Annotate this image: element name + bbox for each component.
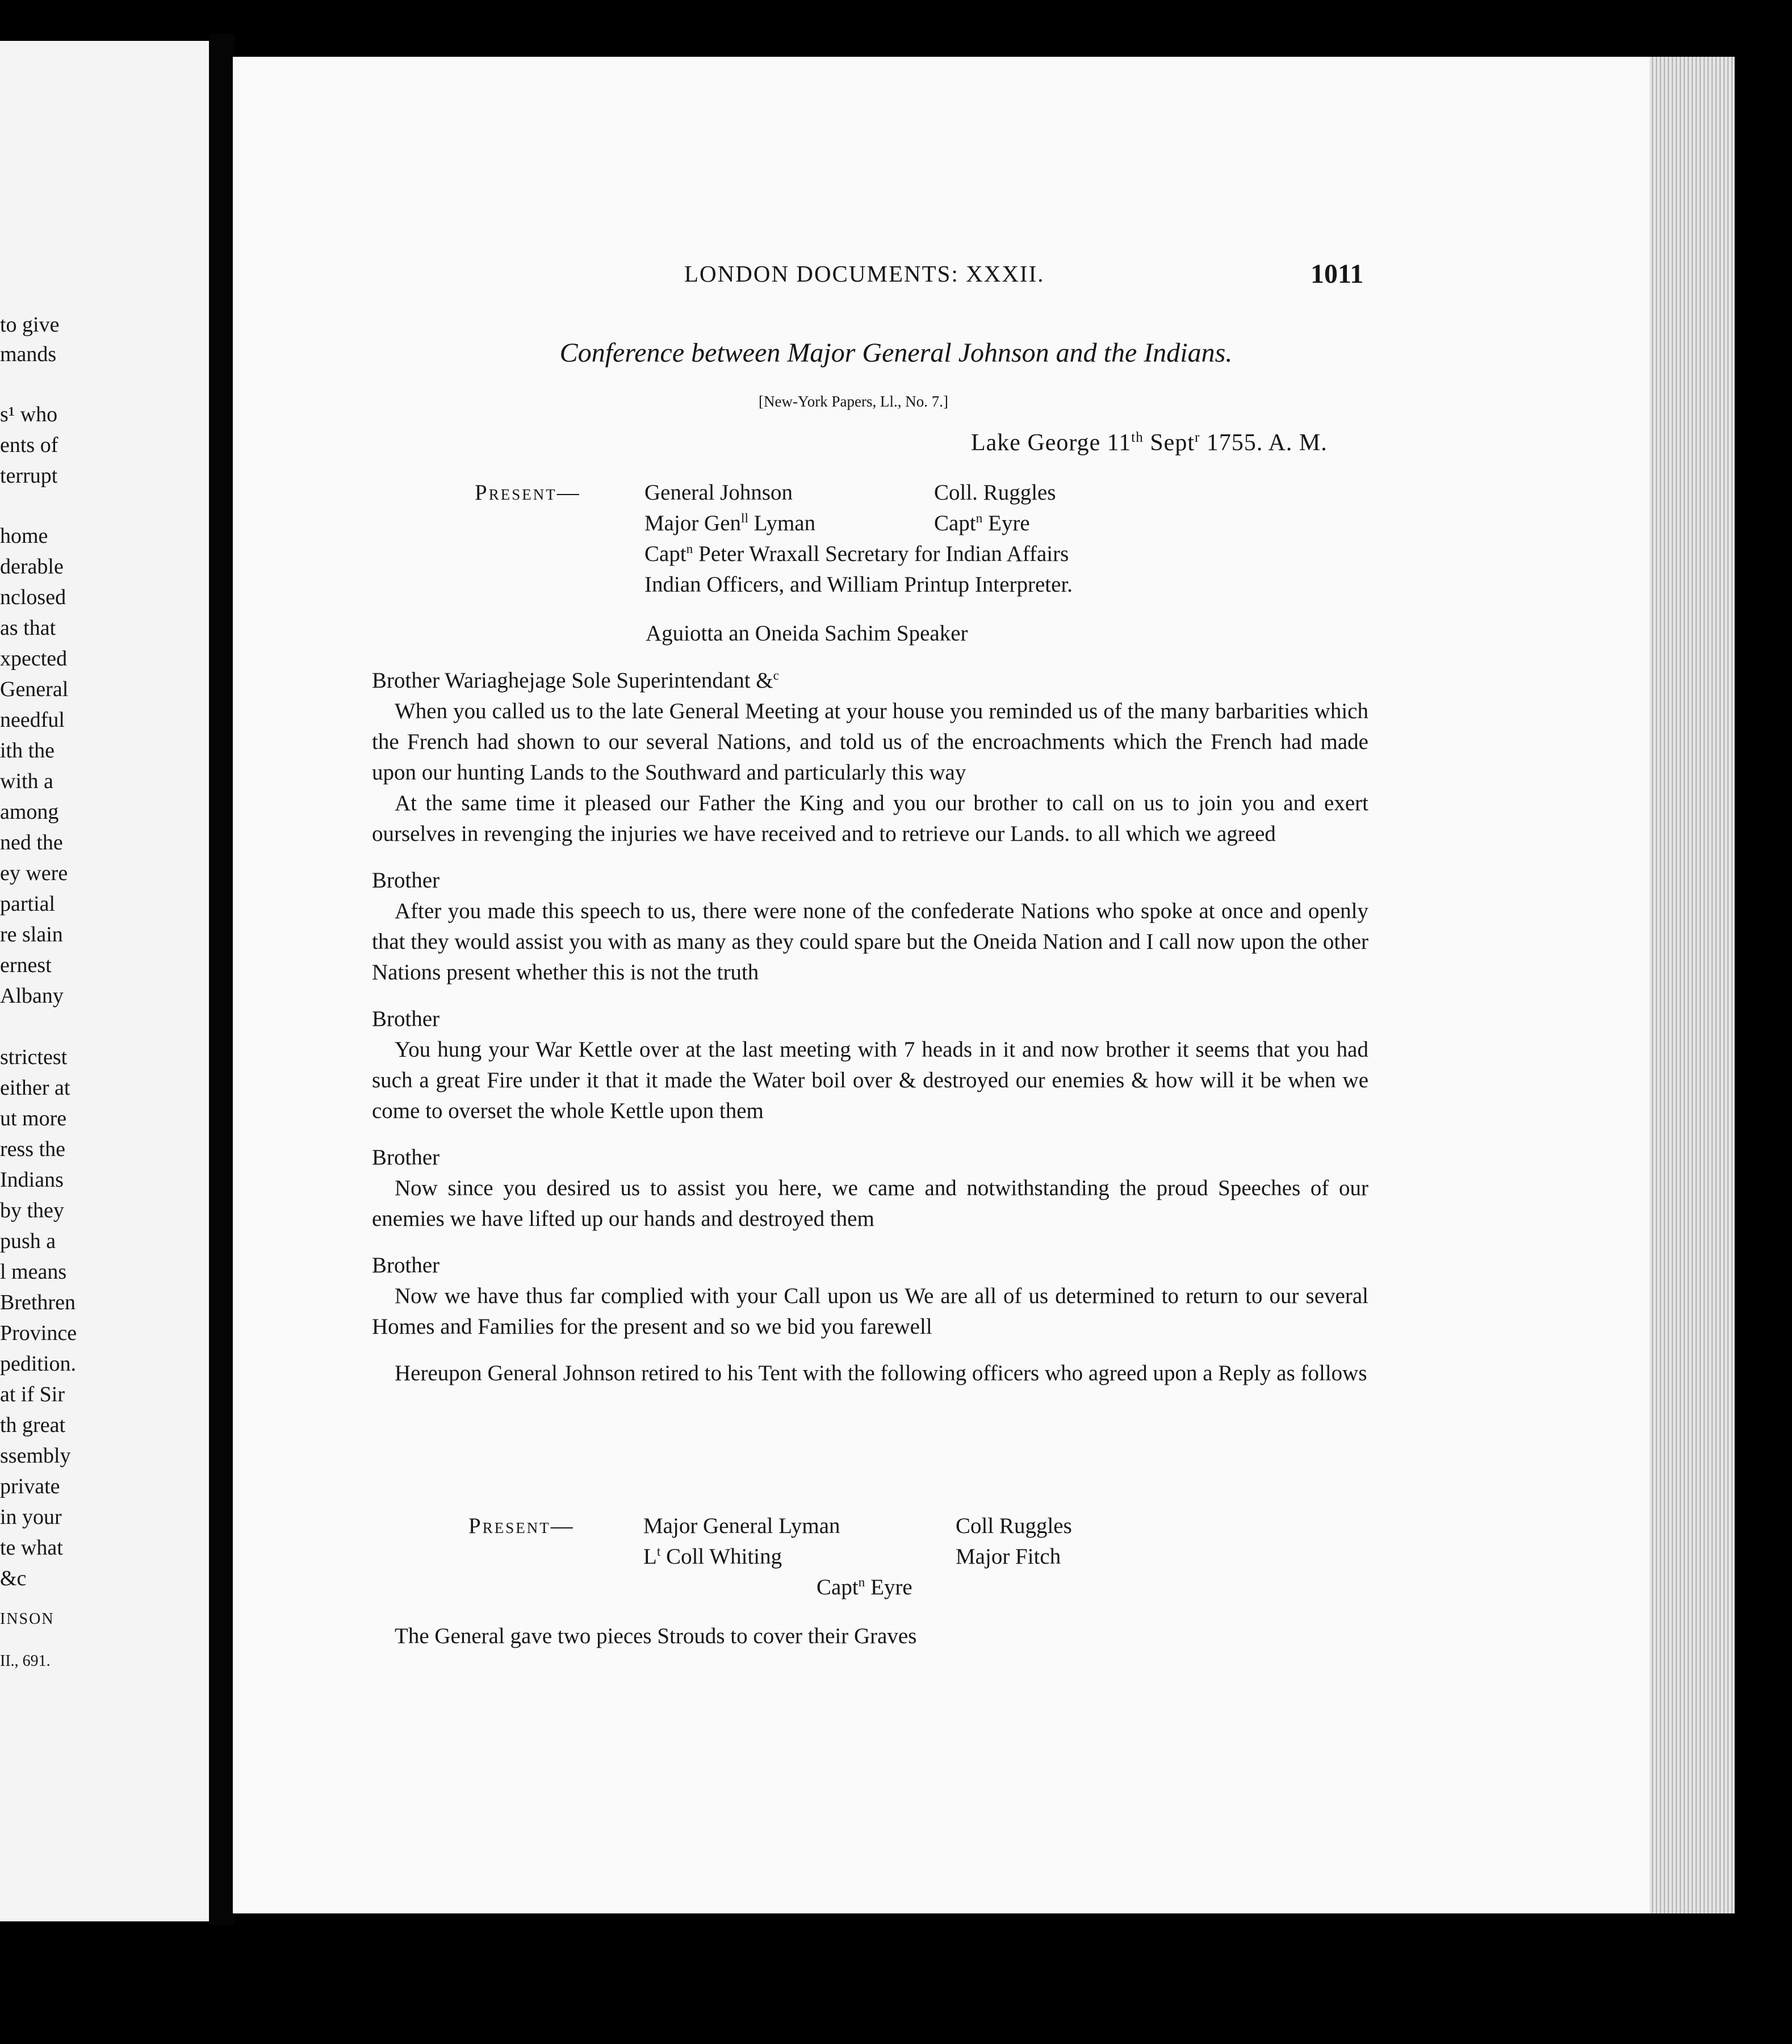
present-label: Present— bbox=[468, 1514, 575, 1538]
present-label: Present— bbox=[475, 480, 581, 505]
left-line: te what bbox=[0, 1536, 63, 1560]
left-line: derable bbox=[0, 555, 64, 579]
attendee: Coll. Ruggles bbox=[934, 480, 1056, 505]
attendee: Major General Lyman bbox=[643, 1514, 840, 1538]
page-number: 1011 bbox=[1310, 259, 1364, 289]
left-line: pedition. bbox=[0, 1352, 77, 1376]
attendee: Major Fitch bbox=[956, 1544, 1061, 1569]
left-line: ut more bbox=[0, 1107, 67, 1130]
paragraph: Now since you desired us to assist you here, we came and notwithstanding the proud Speeches of our enemies we have lifted up our hands and destroyed them bbox=[372, 1176, 1368, 1231]
left-line: among bbox=[0, 800, 59, 824]
left-line: General bbox=[0, 677, 69, 701]
left-line: th great bbox=[0, 1413, 66, 1437]
left-line: partial bbox=[0, 892, 56, 916]
left-line: ents of bbox=[0, 433, 58, 457]
left-line: Province bbox=[0, 1321, 77, 1345]
attendee: $L^t$ Coll Whiting bbox=[643, 1544, 782, 1569]
paragraph: You hung your War Kettle over at the last meeting with 7 heads in it and now brother it seems that you had such a great Fire under it that it made the Water boil over & destroyed our enemies & how will it be when we come to overset the whole Kettle upon them bbox=[372, 1037, 1368, 1123]
left-line: &c bbox=[0, 1566, 27, 1590]
left-line: private bbox=[0, 1475, 60, 1498]
paragraph: When you called us to the late General Meeting at your house you reminded us of the many barbarities which the French had shown to our several Nations, and told us of the encroachments which the French had made upon our hunting Lands to the Southward and particularly this way bbox=[372, 699, 1368, 785]
left-line: ssembly bbox=[0, 1444, 71, 1468]
attendee: Capt$^n$ Eyre bbox=[817, 1575, 912, 1599]
brother-heading: Brother bbox=[372, 1007, 440, 1031]
attendee: General Johnson bbox=[644, 480, 793, 505]
left-line: Indians bbox=[0, 1168, 64, 1192]
book-gutter bbox=[209, 34, 235, 1925]
brother-heading: Brother bbox=[372, 1253, 440, 1278]
document-title: Conference between Major General Johnson and the Indians. bbox=[559, 338, 1233, 368]
closing-line: The General gave two pieces Strouds to cover their Graves bbox=[395, 1624, 917, 1648]
left-line: ith the bbox=[0, 739, 55, 763]
speaker-line: Aguiotta an Oneida Sachim Speaker bbox=[646, 621, 968, 646]
speech-block bbox=[372, 665, 1368, 1389]
left-line: either at bbox=[0, 1076, 70, 1100]
paragraph: After you made this speech to us, there were none of the confederate Nations who spoke at once and openly that they would assist you with as many as they could spare but the Oneida Nation and I call now upon the other Nations present whether this is not the truth bbox=[372, 899, 1368, 985]
running-head: LONDON DOCUMENTS: XXXII. bbox=[684, 261, 1045, 287]
left-line: mands bbox=[0, 342, 57, 366]
left-line: to give bbox=[0, 313, 60, 337]
left-line: with a bbox=[0, 769, 53, 793]
left-line: ernest bbox=[0, 953, 52, 977]
page-edge bbox=[1649, 57, 1735, 1913]
paragraph: At the same time it pleased our Father the King and you our brother to call on us to join you and exert ourselves in revenging the injuries we have received and to retrieve our Lands. to all which we agreed bbox=[372, 791, 1368, 846]
left-line: home bbox=[0, 524, 48, 548]
attendee: Major Gen$^{ll}$ Lyman bbox=[644, 511, 816, 535]
left-line: INSON bbox=[0, 1610, 55, 1628]
left-line: as that bbox=[0, 616, 56, 640]
left-line: nclosed bbox=[0, 585, 66, 609]
left-line: strictest bbox=[0, 1045, 68, 1069]
brother-heading: Brother bbox=[372, 868, 440, 893]
salutation: Brother Wariaghejage Sole Superintendant &$^c$ bbox=[372, 668, 779, 693]
left-line: ned the bbox=[0, 831, 63, 855]
left-line: Brethren bbox=[0, 1291, 76, 1314]
left-line: II., 691. bbox=[0, 1652, 51, 1670]
left-line: re slain bbox=[0, 923, 63, 946]
attendee: Capt$^n$ Eyre bbox=[934, 511, 1030, 535]
left-line: at if Sir bbox=[0, 1383, 65, 1406]
dateline: Lake George 11th Sept$^r$ 1755. A. M. bbox=[971, 430, 1328, 456]
paragraph: Now we have thus far complied with your Call upon us We are all of us determined to return to our several Homes and Families for the present and so we bid you farewell bbox=[372, 1284, 1368, 1339]
source-citation: [New-York Papers, Ll., No. 7.] bbox=[759, 393, 948, 410]
left-line: xpected bbox=[0, 647, 68, 671]
attendee: Coll Ruggles bbox=[956, 1514, 1072, 1538]
left-line: push a bbox=[0, 1229, 56, 1253]
brother-heading: Brother bbox=[372, 1145, 440, 1170]
left-line: s¹ who bbox=[0, 403, 58, 426]
left-line: needful bbox=[0, 708, 65, 732]
attendee: Indian Officers, and William Printup Interpreter. bbox=[644, 572, 1073, 597]
left-line: ress the bbox=[0, 1137, 66, 1161]
left-line: in your bbox=[0, 1505, 62, 1529]
paragraph: Hereupon General Johnson retired to his Tent with the following officers who agreed upon a Reply as follows bbox=[395, 1361, 1367, 1385]
left-facing-page bbox=[0, 41, 209, 1921]
left-line: terrupt bbox=[0, 464, 58, 488]
left-line: Albany bbox=[0, 984, 64, 1008]
attendee: Capt$^n$ Peter Wraxall Secretary for Indian Affairs bbox=[644, 542, 1069, 566]
left-line: by they bbox=[0, 1199, 64, 1222]
left-line: l means bbox=[0, 1260, 67, 1284]
left-line: ey were bbox=[0, 861, 68, 885]
